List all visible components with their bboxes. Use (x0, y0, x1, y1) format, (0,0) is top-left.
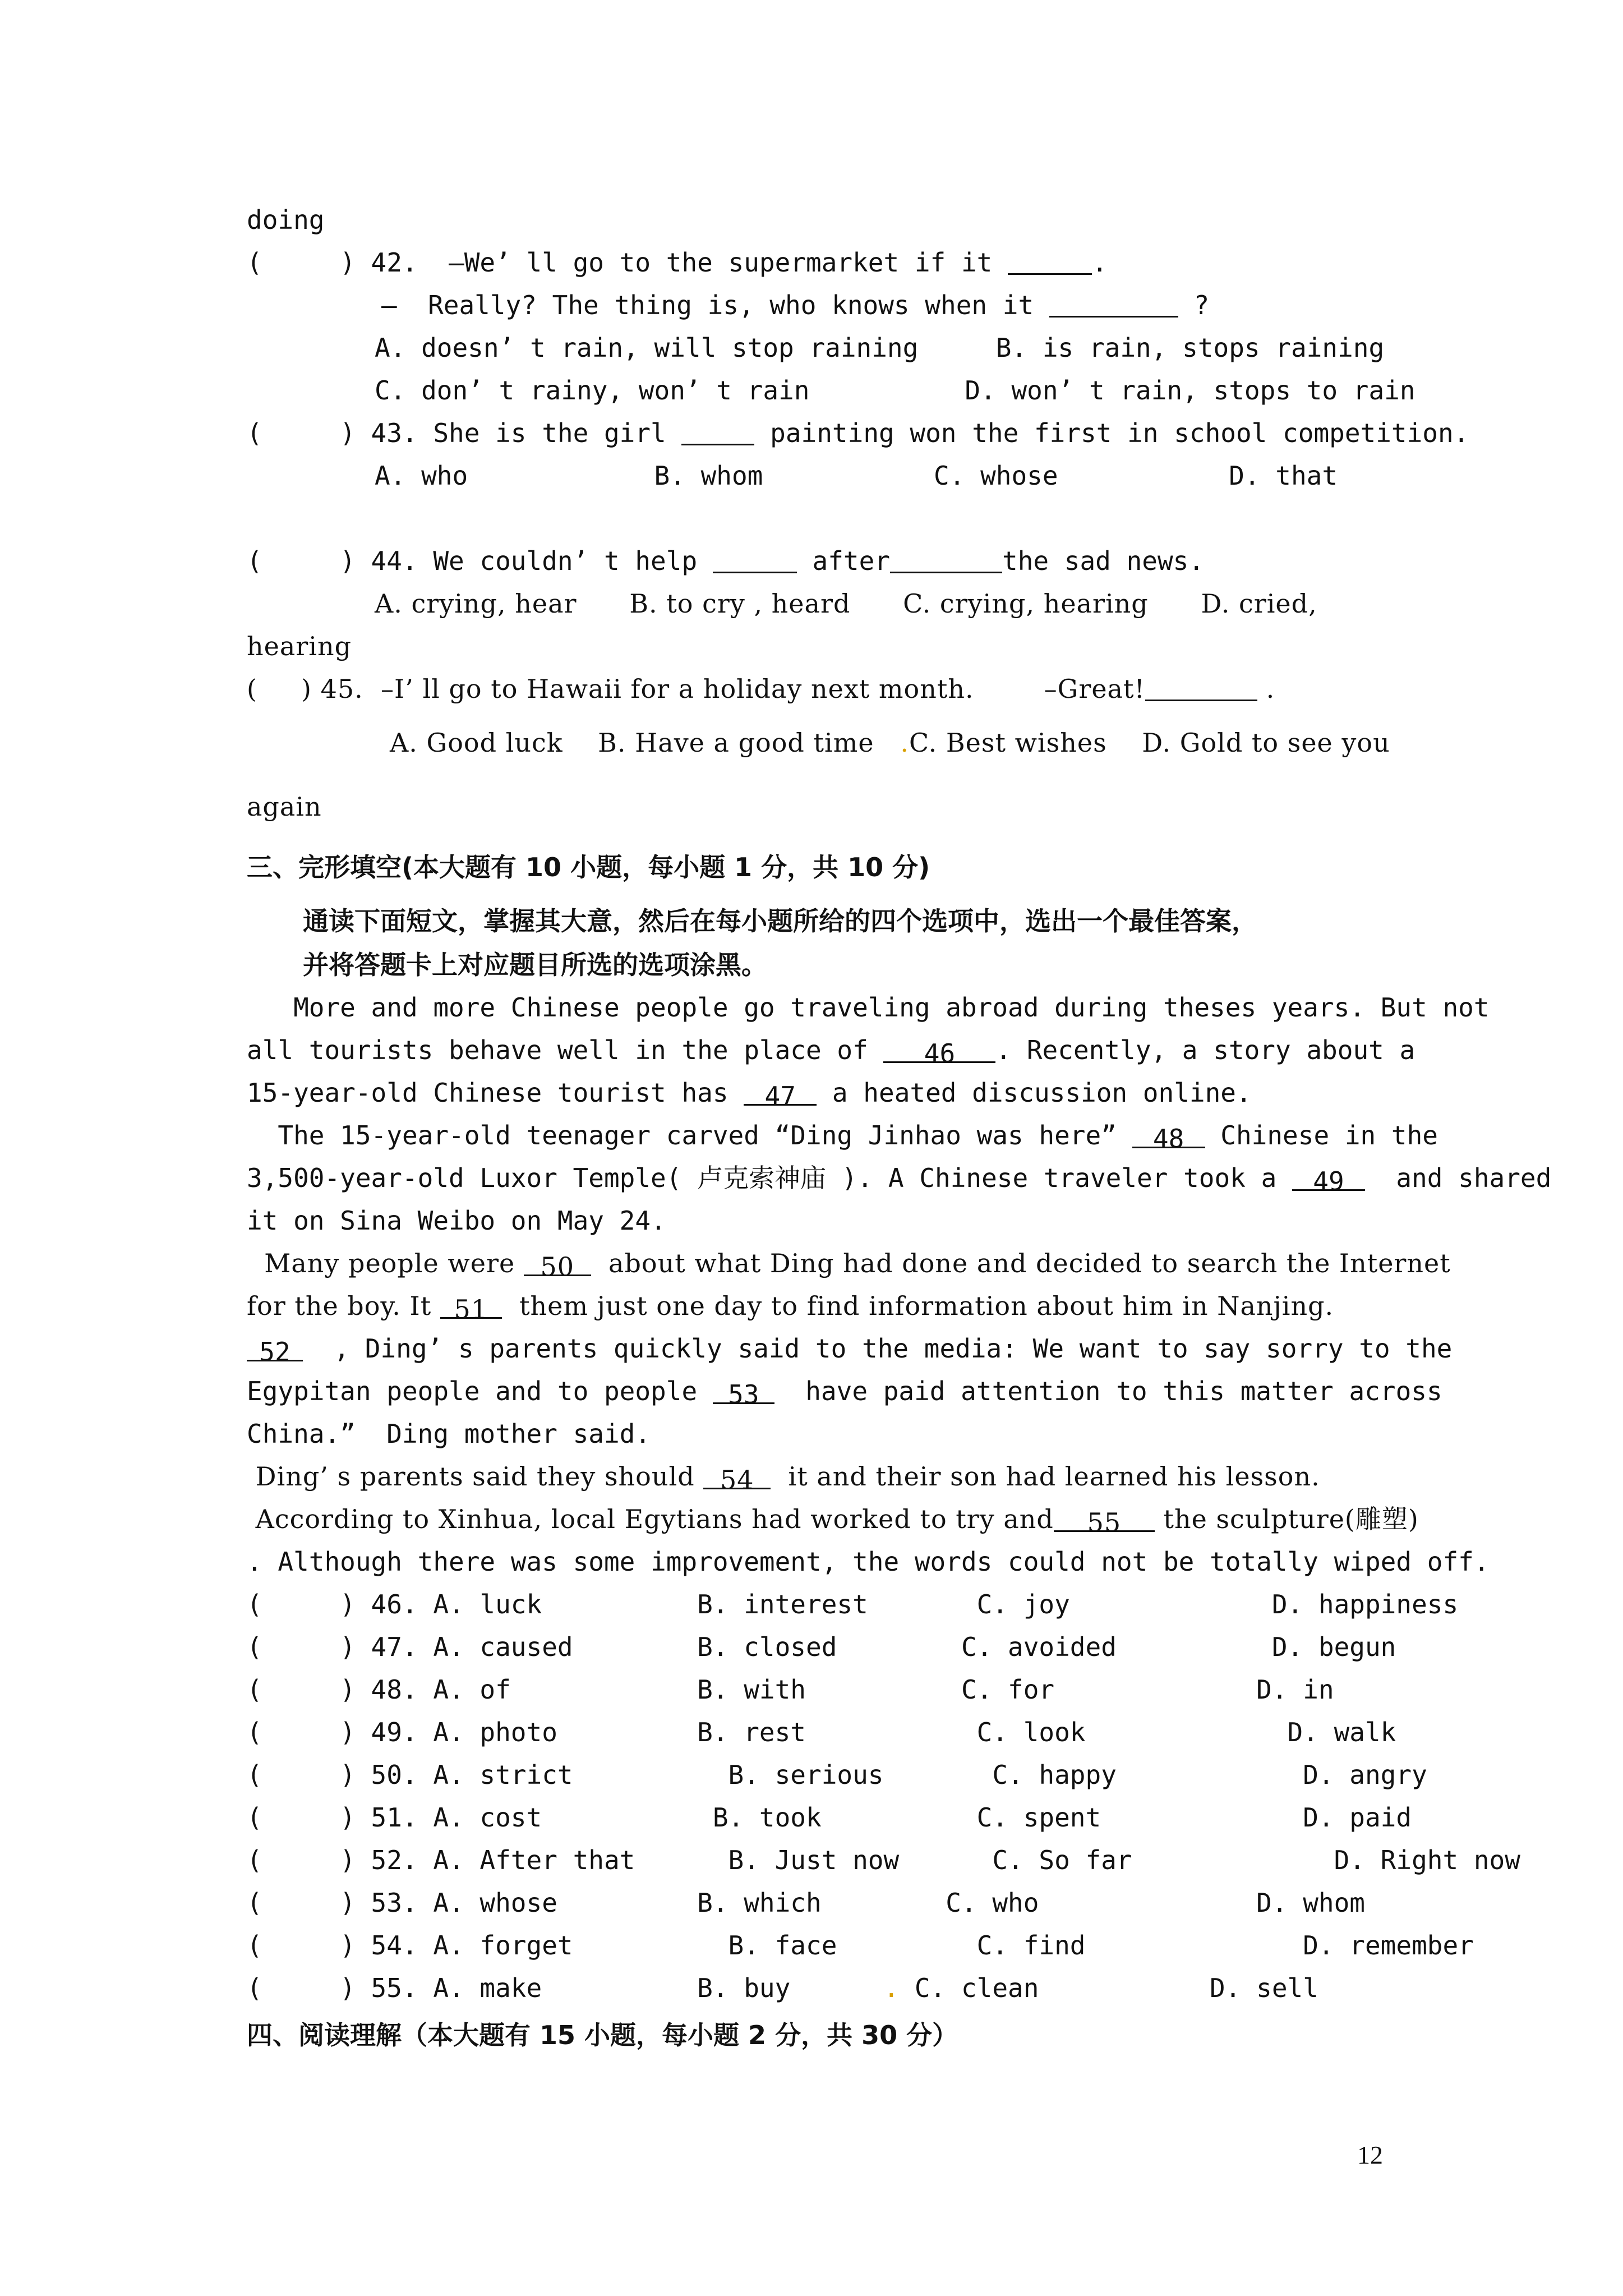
blank-46[interactable]: 46 (883, 1037, 995, 1063)
section-3-title: 三、完形填空(本大题有 10 小题，每小题 1 分，共 10 分) (247, 852, 930, 882)
passage-line: The 15-year-old teenager carved “Ding Jinhao was here” 48 Chinese in the (247, 1120, 1438, 1154)
passage-line: for the boy. It 51 them just one day to find information about him in Nanjing. (247, 1291, 1334, 1324)
option-row-49: ( ) 49. A. photo B. rest C. look D. walk (247, 1717, 1396, 1747)
blank-50[interactable]: 50 (524, 1250, 591, 1276)
question-43-options: A. who B. whom C. whose D. that (375, 461, 1338, 491)
question-45-options: A. Good luck B. Have a good time .C. Best wishes D. Gold to see you (390, 728, 1390, 758)
answer-blank[interactable] (1145, 675, 1257, 701)
question-44-options: A. crying, hear B. to cry , heard C. crying, hearing D. cried, (375, 588, 1317, 619)
option-row-52: ( ) 52. A. After that B. Just now C. So far D. Right now (247, 1845, 1520, 1875)
option-row-54: ( ) 54. A. forget B. face C. find D. remember (247, 1930, 1474, 1961)
option-row-47: ( ) 47. A. caused B. closed C. avoided D. begun (247, 1632, 1396, 1662)
blank-49[interactable]: 49 (1292, 1165, 1365, 1191)
blank-52[interactable]: 52 (247, 1335, 303, 1361)
question-42-stem: ( ) 42. –We’ ll go to the supermarket if it . (247, 247, 1108, 278)
blank-51[interactable]: 51 (440, 1292, 502, 1319)
option-row-48: ( ) 48. A. of B. with C. for D. in (247, 1674, 1334, 1705)
option-row-55: ( ) 55. A. make B. buy . C. clean D. sell (247, 1973, 1318, 2003)
option-row-53: ( ) 53. A. whose B. which C. who D. whom (247, 1888, 1365, 1918)
passage-line: Ding’ s parents said they should 54 it and their son had learned his lesson. (247, 1461, 1320, 1495)
question-43-stem: ( ) 43. She is the girl painting won the first in school competition. (247, 418, 1469, 448)
passage-line: China.” Ding mother said. (247, 1419, 651, 1449)
passage-line: According to Xinhua, local Egytians had worked to try and 55 the sculpture(雕塑) (247, 1504, 1419, 1538)
section-4-title: 四、阅读理解（本大题有 15 小题，每小题 2 分，共 30 分） (247, 2020, 958, 2050)
blank-48[interactable]: 48 (1132, 1122, 1205, 1148)
passage-line: More and more Chinese people go traveling abroad during theses years. But not (247, 992, 1490, 1023)
option-row-46: ( ) 46. A. luck B. interest C. joy D. happiness (247, 1589, 1459, 1619)
q41-tail: doing (247, 205, 325, 235)
answer-blank[interactable] (1008, 249, 1092, 275)
question-42-reply: – Really? The thing is, who knows when it ? (381, 290, 1210, 320)
passage-line: it on Sina Weibo on May 24. (247, 1205, 666, 1236)
passage-line: all tourists behave well in the place of 46 . Recently, a story about a (247, 1035, 1415, 1069)
passage-line: 3,500-year-old Luxor Temple( 卢克索神庙 ). A Chinese traveler took a 49 and shared (247, 1163, 1552, 1197)
blank-53[interactable]: 53 (713, 1378, 774, 1404)
section-3-instruction-2: 并将答题卡上对应题目所选的选项涂黑。 (303, 950, 767, 980)
page-number: 12 (1357, 2141, 1383, 2169)
question-44-options-wrap: hearing (247, 631, 352, 661)
option-row-51: ( ) 51. A. cost B. took C. spent D. paid (247, 1802, 1412, 1833)
question-45-stem: ( ) 45. –I’ ll go to Hawaii for a holiday next month. –Great! . (247, 674, 1275, 704)
passage-line: Egypitan people and to people 53 have paid attention to this matter across (247, 1376, 1442, 1410)
passage-line: 52 , Ding’ s parents quickly said to the media: We want to say sorry to the (247, 1332, 1452, 1365)
blank-54[interactable]: 54 (703, 1463, 771, 1489)
blank-47[interactable]: 47 (744, 1079, 817, 1106)
answer-blank[interactable] (713, 547, 797, 573)
question-44-stem: ( ) 44. We couldn’ t help after the sad news. (247, 546, 1205, 576)
answer-blank[interactable] (890, 547, 1002, 573)
answer-blank[interactable] (1049, 291, 1178, 318)
answer-blank[interactable] (681, 419, 754, 445)
passage-line: Many people were 50 about what Ding had done and decided to search the Internet (247, 1248, 1451, 1282)
option-row-50: ( ) 50. A. strict B. serious C. happy D. angry (247, 1760, 1427, 1790)
passage-line: 15-year-old Chinese tourist has 47 a heated discussion online. (247, 1078, 1252, 1111)
section-3-instruction-1: 通读下面短文，掌握其大意，然后在每小题所给的四个选项中，选出一个最佳答案， (303, 906, 1257, 936)
question-42-options-cd: C. don’ t rainy, won’ t rain D. won’ t rain, stops to rain (375, 375, 1415, 406)
question-42-options-ab: A. doesn’ t rain, will stop raining B. is rain, stops raining (375, 333, 1385, 363)
blank-55[interactable]: 55 (1054, 1506, 1155, 1532)
passage-line: . Although there was some improvement, the words could not be totally wiped off. (247, 1547, 1490, 1577)
question-45-options-wrap: again (247, 792, 322, 822)
